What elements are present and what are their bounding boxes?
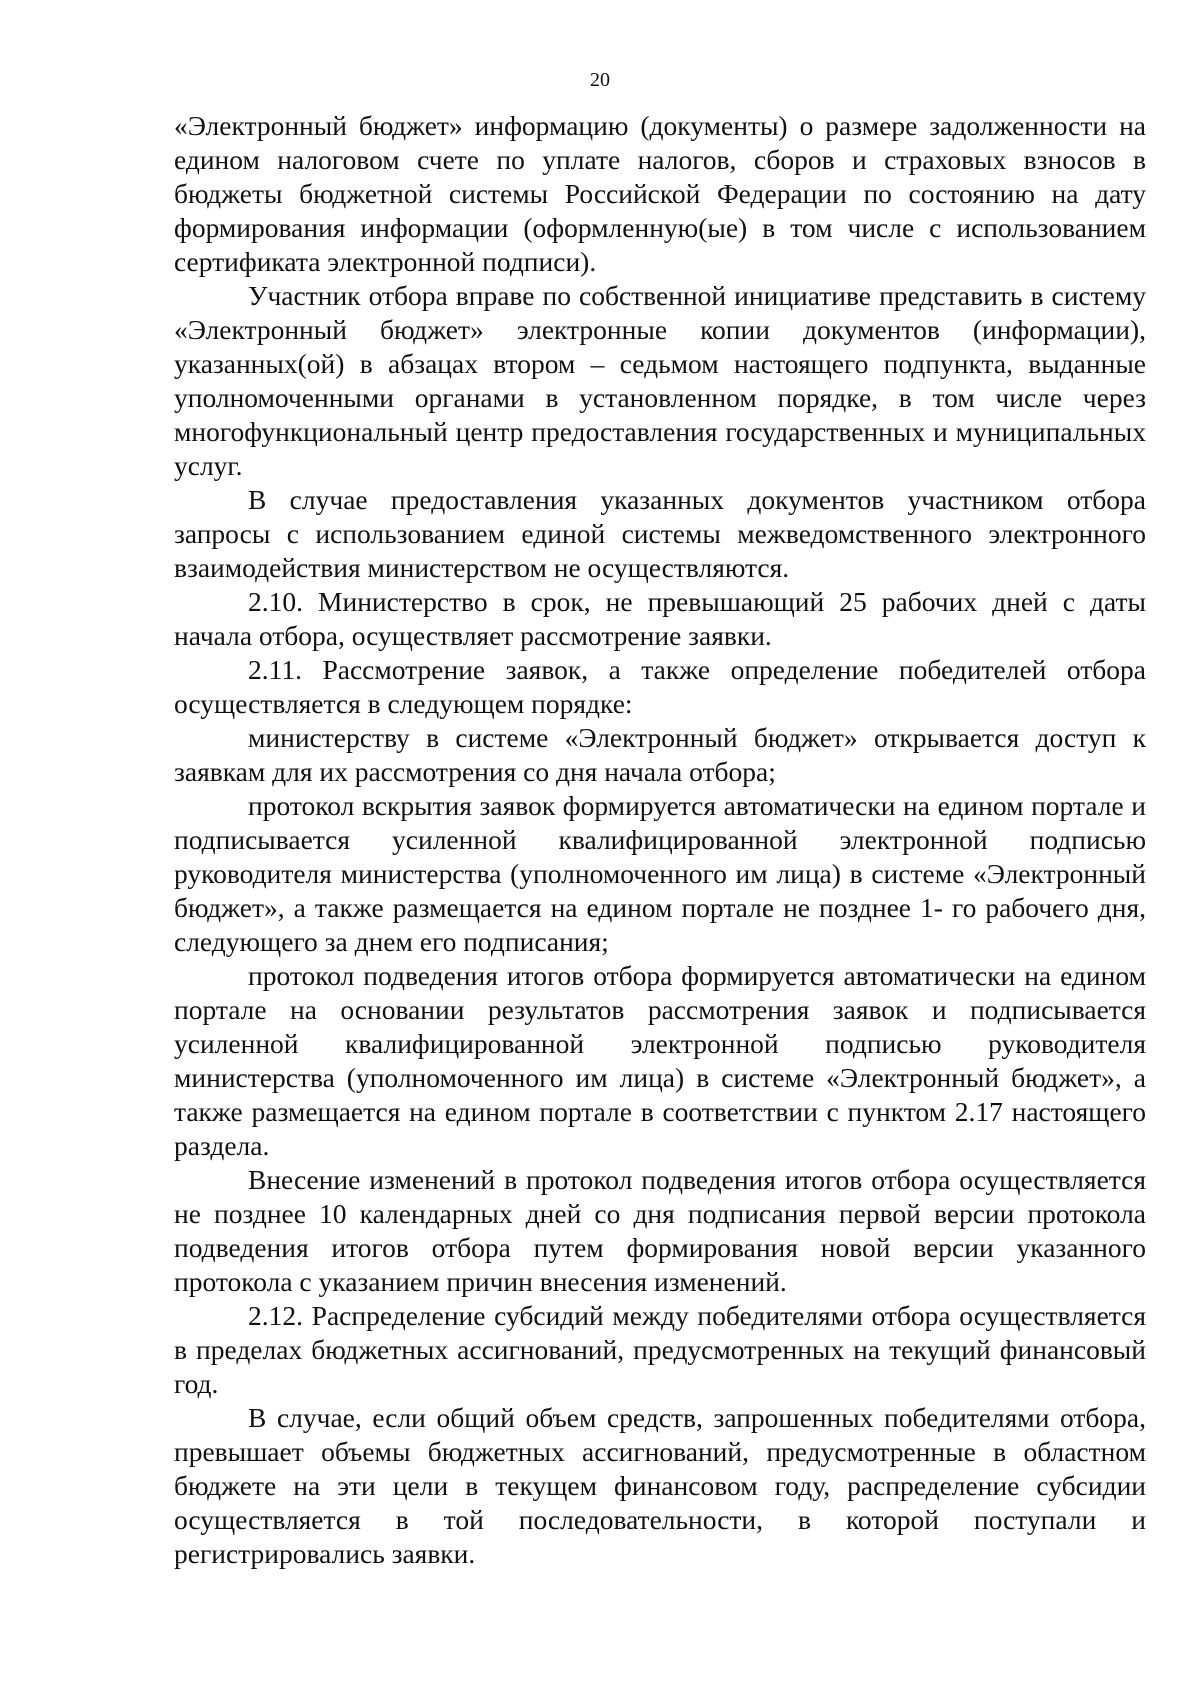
paragraph-ministry-access: министерству в системе «Электронный бюджет» открывается доступ к заявкам для их рассмотрения со дня начала отбора; [174,722,1146,787]
paragraph-results-protocol: протокол подведения итогов отбора формируется автоматически на едином портале на основании результатов рассмотрения заявок и подписывается усиленной квалифицированной электронной подписью руководителя министерства (уполномоченного им лица) в системе «Электронный бюджет», а также размещается на едином портале в соответствии с пунктом 2.17 настоящего раздела. [174,960,1146,1161]
paragraph-2-10: 2.10. Министерство в срок, не превышающий 25 рабочих дней с даты начала отбора, осуществляет рассмотрение заявки. [174,586,1146,651]
paragraph-2-12: 2.12. Распределение субсидий между победителями отбора осуществляется в пределах бюджетных ассигнований, предусмотренных на текущий финансовый год. [174,1300,1146,1399]
paragraph-participant-right: Участник отбора вправе по собственной инициативе представить в систему «Электронный бюджет» электронные копии документов (информации), указанных(ой) в абзацах втором – седьмом настоящего подпункта, выданные уполномоченными органами в установленном порядке, в том числе через многофункциональный центр предоставления государственных и муниципальных услуг. [174,280,1146,481]
page-number: 20 [590,69,610,91]
paragraph-distribution-order: В случае, если общий объем средств, запрошенных победителями отбора, превышает объемы бюджетных ассигнований, предусмотренные в областном бюджете на эти цели в текущем финансовом году, распределение субсидии осуществляется в той последовательности, в которой поступали и регистрировались заявки. [174,1402,1146,1569]
document-body [174,109,1146,1571]
paragraph-opening-protocol: протокол вскрытия заявок формируется автоматически на едином портале и подписывается усиленной квалифицированной электронной подписью руководителя министерства (уполномоченного им лица) в системе «Электронный бюджет», а также размещается на едином портале не позднее 1- го рабочего дня, следующего за днем его подписания; [174,790,1146,957]
paragraph-2-11: 2.11. Рассмотрение заявок, а также определение победителей отбора осуществляется в следующем порядке: [174,654,1146,719]
paragraph-no-requests: В случае предоставления указанных документов участником отбора запросы с использованием единой системы межведомственного электронного взаимодействия министерством не осуществляются. [174,484,1146,583]
paragraph-continued-document-list: «Электронный бюджет» информацию (документы) о размере задолженности на едином налоговом счете по уплате налогов, сборов и страховых взносов в бюджеты бюджетной системы Российской Федерации по состоянию на дату формирования информации (оформленную(ые) в том числе с использованием сертификата электронной подписи). [174,110,1146,277]
paragraph-protocol-changes: Внесение изменений в протокол подведения итогов отбора осуществляется не позднее 10 календарных дней со дня подписания первой версии протокола подведения итогов отбора путем формирования новой версии указанного протокола с указанием причин внесения изменений. [174,1164,1146,1297]
